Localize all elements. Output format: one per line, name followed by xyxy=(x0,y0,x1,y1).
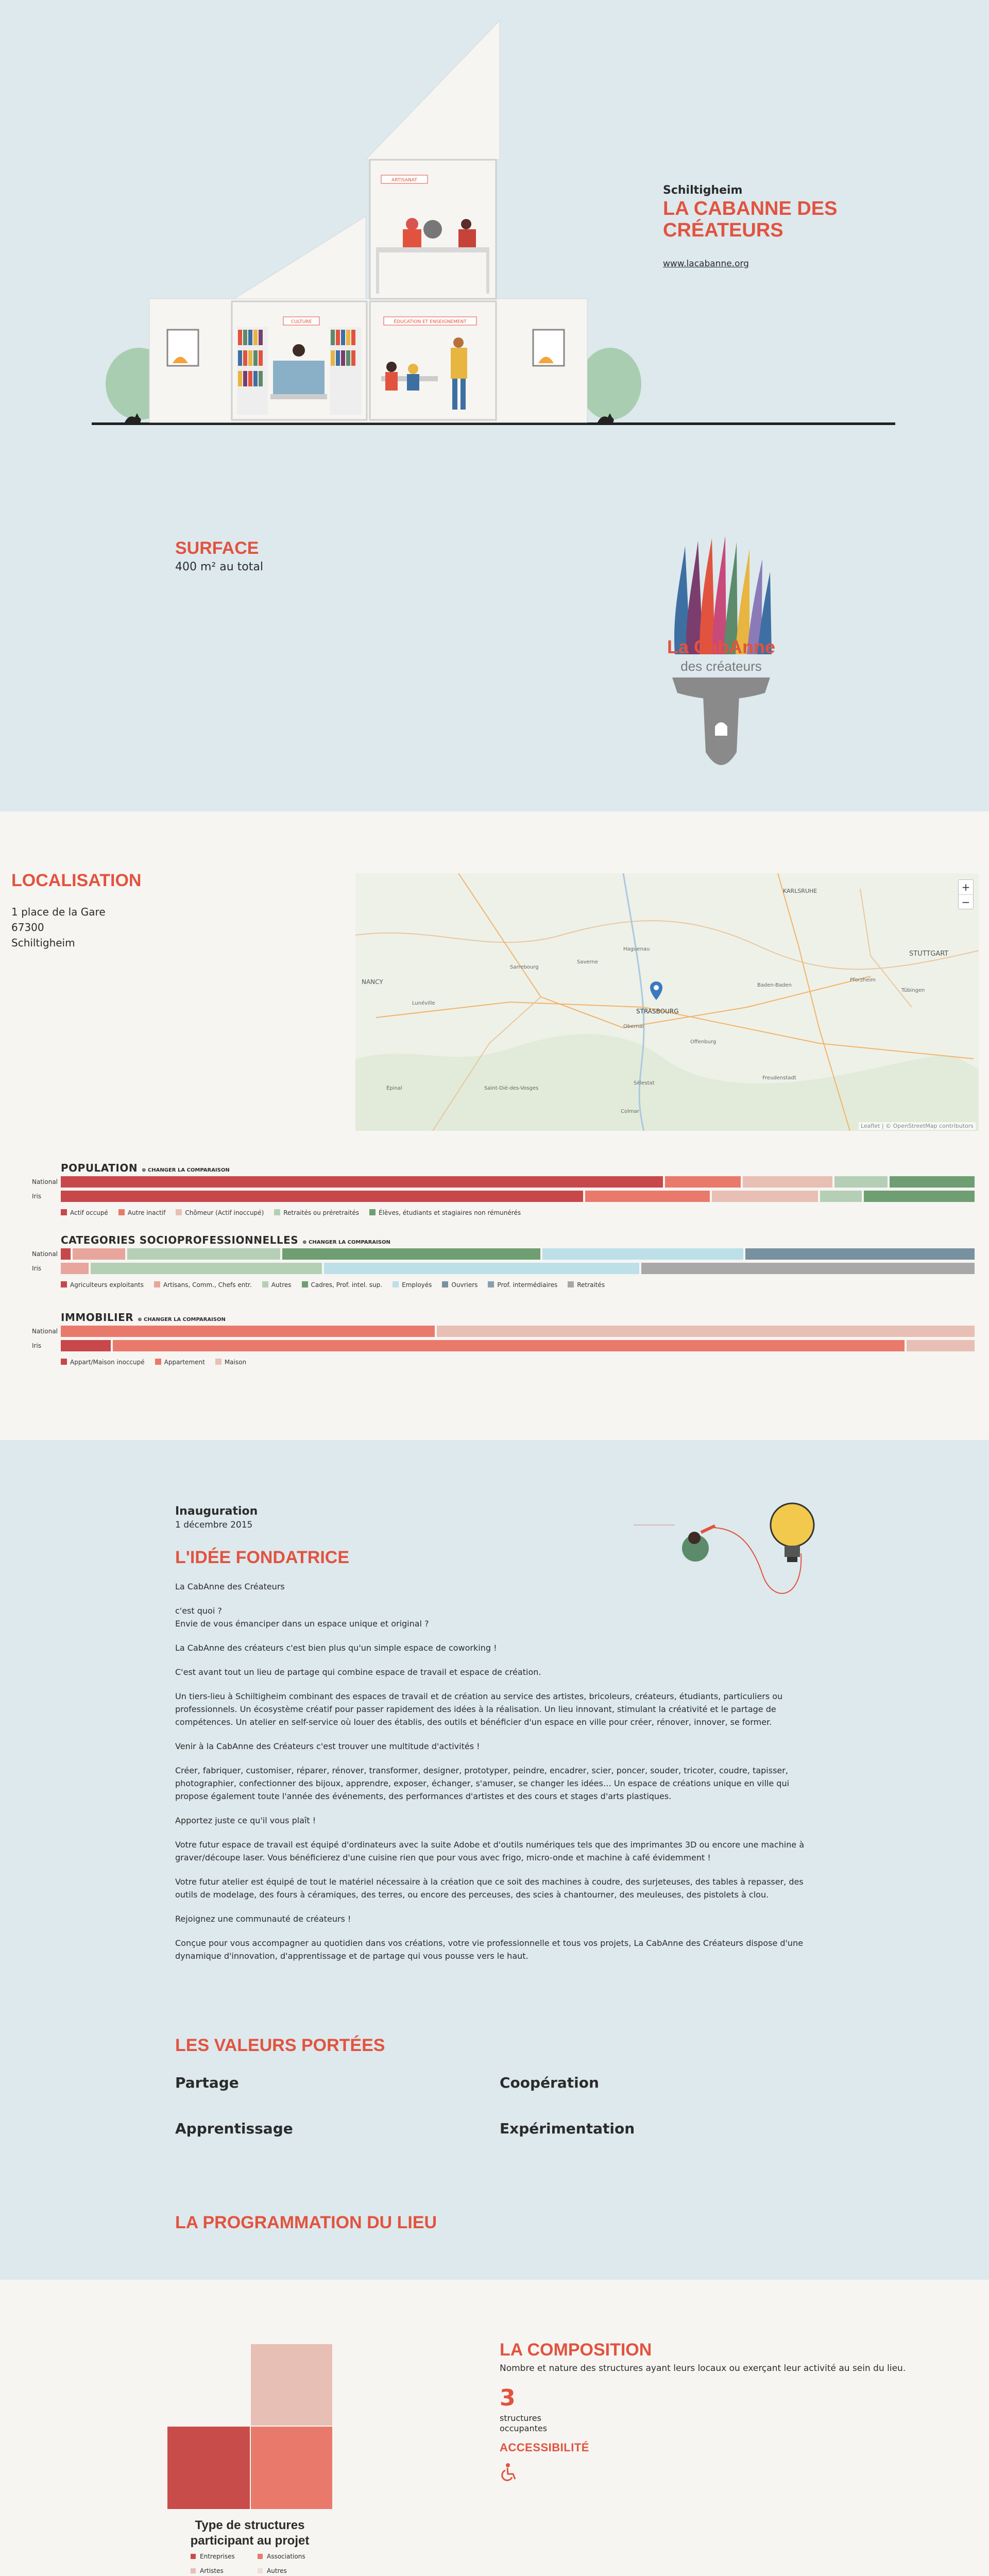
structures-treemap xyxy=(167,2344,332,2509)
treemap-cell-entreprises[interactable] xyxy=(167,2427,250,2509)
legend-swatch xyxy=(61,1359,67,1365)
population-national-bar xyxy=(61,1176,977,1188)
count-label-2: occupantes xyxy=(500,2424,548,2433)
legend-item: Actif occupé xyxy=(61,1209,108,1216)
bar-segment[interactable] xyxy=(641,1263,975,1274)
address-line-1: 1 place de la Gare xyxy=(11,906,106,918)
csp-row-national xyxy=(0,1248,989,1260)
population-row-national xyxy=(0,1176,989,1188)
legend-swatch xyxy=(61,1281,67,1287)
legend-swatch xyxy=(215,1359,221,1365)
zoom-in-button[interactable]: + xyxy=(961,881,970,893)
idee-paragraph: Votre futur espace de travail est équipé d'ordinateurs avec la suite Adobe et d'outils numériques tels que des imprimantes 3D ou encore une machine à graver/découpe laser. Vous bénéficierez d'une cuisine rien que pour vous avec frigo, micro-onde et machine à café évidemment ! xyxy=(175,1840,805,1862)
bar-segment[interactable] xyxy=(61,1191,583,1202)
legend-item: Employés xyxy=(393,1281,432,1289)
map-place: Sélestat xyxy=(634,1080,655,1086)
hero-section xyxy=(0,0,989,474)
chart-caption xyxy=(175,2518,325,2549)
label-education: ÉDUCATION ET ENSEIGNEMENT xyxy=(394,319,467,325)
immobilier-title xyxy=(61,1311,226,1324)
valeur-item: Coopération xyxy=(500,2074,599,2091)
map-marker-icon[interactable] xyxy=(650,981,662,1000)
population-iris-bar xyxy=(61,1191,977,1202)
legend-swatch xyxy=(154,1281,160,1287)
immobilier-row-iris xyxy=(0,1340,989,1351)
compare-button[interactable]: ⊕ CHANGER LA COMPARAISON xyxy=(302,1240,390,1245)
bar-segment[interactable] xyxy=(61,1340,111,1351)
idee-paragraph: Votre futur atelier est équipé de tout le matériel nécessaire à la création que ce soit des machines à coudre, des surjeteuses, des tables à repasser, des outils de modelage, des fours à céramiques, des terres, ou encore des perceuses, des scies à chantourner, des meuleuses, des pistolets à clou. xyxy=(175,1877,804,1900)
label-artisanat: ARTISANAT xyxy=(391,178,417,183)
wheelchair-icon xyxy=(500,2463,518,2481)
map-place: KARLSRUHE xyxy=(783,888,817,894)
legend-swatch xyxy=(262,1281,268,1287)
valeur-item: Apprentissage xyxy=(175,2120,293,2137)
inauguration-date: 1 décembre 2015 xyxy=(175,1520,253,1530)
legend-swatch xyxy=(258,2554,263,2559)
structures-count-label xyxy=(500,2413,906,2434)
bar-segment[interactable] xyxy=(542,1248,743,1260)
idee-paragraph: c'est quoi ? Envie de vous émanciper dans un espace unique et original ? xyxy=(175,1606,429,1629)
legend-swatch xyxy=(302,1281,308,1287)
address-block xyxy=(11,904,106,951)
row-label: Iris xyxy=(32,1193,42,1200)
csp-title xyxy=(61,1234,390,1246)
legend-swatch xyxy=(393,1281,399,1287)
map-place: Tübingen xyxy=(901,988,925,993)
legend-swatch xyxy=(274,1209,280,1215)
map-place: Sarrebourg xyxy=(510,964,539,970)
composition-title: LA COMPOSITION xyxy=(500,2340,652,2360)
legend-swatch xyxy=(369,1209,376,1215)
legend-item: Appart/Maison inoccupé xyxy=(61,1359,145,1366)
compare-button[interactable]: ⊕ CHANGER LA COMPARAISON xyxy=(138,1317,226,1323)
map-place: STUTTGART xyxy=(909,950,949,958)
map-tiles xyxy=(355,873,979,1131)
map-place: Haguenau xyxy=(623,946,650,952)
csp-national-bar xyxy=(61,1248,977,1260)
surface-value: 400 m² au total xyxy=(175,561,263,573)
map-place: STRASBOURG xyxy=(636,1008,679,1015)
population-legend xyxy=(61,1209,521,1216)
structures-count: 3 xyxy=(500,2385,516,2411)
legend-item: Autres xyxy=(262,1281,292,1289)
treemap-cell-associations[interactable] xyxy=(251,2427,332,2509)
chart-legend xyxy=(191,2553,325,2574)
bar-segment[interactable] xyxy=(73,1248,125,1260)
idee-body xyxy=(175,1580,819,1962)
row-label: Iris xyxy=(32,1265,42,1272)
localisation-title: LOCALISATION xyxy=(11,871,142,890)
population-title-text: POPULATION xyxy=(61,1162,138,1174)
hero-city: Schiltigheim xyxy=(663,184,743,197)
legend-swatch xyxy=(155,1359,161,1365)
legend-item: Autre inactif xyxy=(118,1209,166,1216)
immobilier-row-national xyxy=(0,1326,989,1337)
bar-segment[interactable] xyxy=(282,1248,540,1260)
localisation-section xyxy=(0,811,989,1440)
bar-segment[interactable] xyxy=(585,1191,710,1202)
legend-swatch xyxy=(191,2554,196,2559)
bar-segment[interactable] xyxy=(437,1326,975,1337)
accessibility-title: ACCESSIBILITÉ xyxy=(500,2441,589,2454)
cabanne-logo xyxy=(654,536,788,773)
bar-segment[interactable] xyxy=(61,1176,663,1188)
legend-item: Agriculteurs exploitants xyxy=(61,1281,144,1289)
bar-segment[interactable] xyxy=(907,1340,975,1351)
idee-paragraph: La CabAnne des Créateurs xyxy=(175,1582,285,1591)
legend-item: Maison xyxy=(215,1359,246,1366)
legend-item: Artisans, Comm., Chefs entr. xyxy=(154,1281,252,1289)
csp-row-iris xyxy=(0,1263,989,1274)
inauguration-label: Inauguration xyxy=(175,1505,258,1518)
composition-section xyxy=(0,2280,989,2576)
legend-item: Entreprises xyxy=(191,2553,258,2560)
bar-segment[interactable] xyxy=(820,1191,862,1202)
valeurs-block xyxy=(175,2018,824,2137)
valeurs-grid xyxy=(175,2074,824,2137)
legend-swatch xyxy=(61,1209,67,1215)
legend-swatch xyxy=(568,1281,574,1287)
csp-iris-bar xyxy=(61,1263,977,1274)
immobilier-legend xyxy=(61,1359,246,1366)
idee-paragraph: Créer, fabriquer, customiser, réparer, rénover, transformer, designer, prototyper, peindre, encadrer, scier, poncer, souder, tricoter, coudre, tapisser, photographier, confectionner des bijoux, apprendre, exposer, échanger, s'amuser, se changer les idées… Un espace de créations unique en ville qui propose également toute l'année des événements, des performances d'artistes et des cours et stages d'arts plastiques. xyxy=(175,1766,790,1801)
idee-paragraph: Apportez juste ce qu'il vous plaît ! xyxy=(175,1816,316,1825)
bar-segment[interactable] xyxy=(324,1263,639,1274)
map-place: Freudenstadt xyxy=(762,1075,796,1081)
legend-item: Retraités xyxy=(568,1281,605,1289)
map-place: Obernai xyxy=(623,1024,644,1029)
idee-paragraph: La CabAnne des créateurs c'est bien plus qu'un simple espace de coworking ! xyxy=(175,1643,497,1653)
legend-swatch xyxy=(118,1209,125,1215)
immobilier-national-bar xyxy=(61,1326,977,1337)
map-place: Saint-Dié-des-Vosges xyxy=(484,1086,539,1091)
bar-segment[interactable] xyxy=(61,1263,89,1274)
hero-title-line2: CRÉATEURS xyxy=(663,219,783,241)
map-place: Colmar xyxy=(621,1109,639,1114)
map-zoom-control xyxy=(958,879,974,909)
idee-paragraph: Rejoignez une communauté de créateurs ! xyxy=(175,1914,351,1924)
legend-item: Autres xyxy=(258,2567,325,2574)
valeur-item: Partage xyxy=(175,2074,239,2091)
logo-text-2: des créateurs xyxy=(680,658,762,674)
composition-subtitle: Nombre et nature des structures ayant leurs locaux ou exerçant leur activité au sein du lieu. xyxy=(500,2363,906,2374)
website-link[interactable]: www.lacabanne.org xyxy=(663,259,749,269)
zoom-out-button[interactable]: − xyxy=(959,894,973,909)
hero-title-line1: LA CABANNE DES xyxy=(663,198,838,219)
map-attribution[interactable]: Leaflet | © OpenStreetMap contributors xyxy=(859,1122,976,1130)
idee-section xyxy=(0,1440,989,2280)
bar-segment[interactable] xyxy=(890,1176,975,1188)
bar-segment[interactable] xyxy=(665,1176,741,1188)
legend-item: Chômeur (Actif inoccupé) xyxy=(176,1209,264,1216)
legend-item: Élèves, étudiants et stagiaires non rémunérés xyxy=(369,1209,521,1216)
chart-caption-line1: Type de structures xyxy=(195,2518,305,2532)
address-line-3: Schiltigheim xyxy=(11,937,75,949)
bar-segment[interactable] xyxy=(113,1340,904,1351)
bar-segment[interactable] xyxy=(745,1248,975,1260)
idee-title: L'IDÉE FONDATRICE xyxy=(175,1548,350,1567)
csp-title-text: CATEGORIES SOCIOPROFESSIONNELLES xyxy=(61,1234,299,1246)
idee-paragraph: Venir à la CabAnne des Créateurs c'est trouver une multitude d'activités ! xyxy=(175,1741,480,1751)
surface-block xyxy=(175,538,263,573)
bar-segment[interactable] xyxy=(834,1176,888,1188)
legend-item: Cadres, Prof. intel. sup. xyxy=(302,1281,383,1289)
bar-segment[interactable] xyxy=(61,1248,71,1260)
row-label: National xyxy=(32,1328,58,1335)
map[interactable] xyxy=(355,873,979,1131)
programmation-title: LA PROGRAMMATION DU LIEU xyxy=(175,2213,437,2232)
idee-column xyxy=(175,1505,819,1962)
legend-item: Artistes xyxy=(191,2567,258,2574)
idee-paragraph: Un tiers-lieu à Schiltigheim combinant des espaces de travail et de création au service des artistes, bricoleurs, créateurs, étudiants, particuliers ou professionnels. Un écosystème créatif pour passer rapidement des idées à la réalisation. Un lieu innovant, stimulant la créativité et le partage de compétences. Un atelier en self-service où louer des établis, des outils et bénéficier d'un espace en ville pour créer, rénover, innover, se former. xyxy=(175,1691,783,1727)
compare-button[interactable]: ⊕ CHANGER LA COMPARAISON xyxy=(142,1167,230,1173)
bar-segment[interactable] xyxy=(712,1191,818,1202)
treemap-cell-artistes[interactable] xyxy=(251,2344,332,2426)
population-title xyxy=(61,1162,230,1174)
idee-paragraph: C'est avant tout un lieu de partage qui combine espace de travail et espace de création. xyxy=(175,1667,541,1677)
chart-caption-line2: participant au projet xyxy=(190,2534,310,2548)
legend-item: Retraités ou préretraités xyxy=(274,1209,359,1216)
idee-paragraph: Conçue pour vous accompagner au quotidien dans vos créations, votre vie professionnelle et tous vos projets, La CabAnne des Créateurs dispose d'une dynamique d'innovation, d'apprentissage et de partage qui vous pousse vers le haut. xyxy=(175,1938,804,1961)
hero-text xyxy=(663,184,848,269)
row-label: National xyxy=(32,1178,58,1185)
composition-info xyxy=(500,2340,906,2483)
map-place: Baden-Baden xyxy=(757,982,792,988)
hero-title xyxy=(663,198,848,241)
immobilier-iris-bar xyxy=(61,1340,977,1351)
bar-segment[interactable] xyxy=(91,1263,322,1274)
map-place: Pforzheim xyxy=(850,977,876,983)
logo-text-1: La CabAnne xyxy=(667,636,776,657)
bar-segment[interactable] xyxy=(864,1191,975,1202)
immobilier-title-text: IMMOBILIER xyxy=(61,1311,134,1324)
legend-swatch xyxy=(191,2568,196,2573)
map-place: Lunéville xyxy=(412,1001,435,1006)
bar-segment[interactable] xyxy=(61,1326,435,1337)
surface-title: SURFACE xyxy=(175,538,259,558)
bar-segment[interactable] xyxy=(743,1176,832,1188)
map-place: Offenburg xyxy=(690,1039,717,1045)
bar-segment[interactable] xyxy=(127,1248,280,1260)
address-line-2: 67300 xyxy=(11,921,44,934)
valeurs-title: LES VALEURS PORTÉES xyxy=(175,2036,385,2055)
count-label-1: structures xyxy=(500,2413,541,2423)
legend-swatch xyxy=(176,1209,182,1215)
legend-item: Appartement xyxy=(155,1359,205,1366)
legend-swatch xyxy=(442,1281,448,1287)
map-place: Saverne xyxy=(577,959,598,965)
legend-swatch xyxy=(488,1281,494,1287)
legend-item: Associations xyxy=(258,2553,325,2560)
row-label: National xyxy=(32,1250,58,1258)
map-place: Épinal xyxy=(386,1086,402,1091)
row-label: Iris xyxy=(32,1342,42,1349)
label-culture: CULTURE xyxy=(291,319,312,325)
legend-item: Ouvriers xyxy=(442,1281,478,1289)
valeur-item: Expérimentation xyxy=(500,2120,635,2137)
population-row-iris xyxy=(0,1191,989,1202)
csp-legend xyxy=(61,1281,605,1289)
legend-item: Prof. intermédiaires xyxy=(488,1281,557,1289)
map-place: NANCY xyxy=(362,978,383,986)
legend-swatch xyxy=(258,2568,263,2573)
